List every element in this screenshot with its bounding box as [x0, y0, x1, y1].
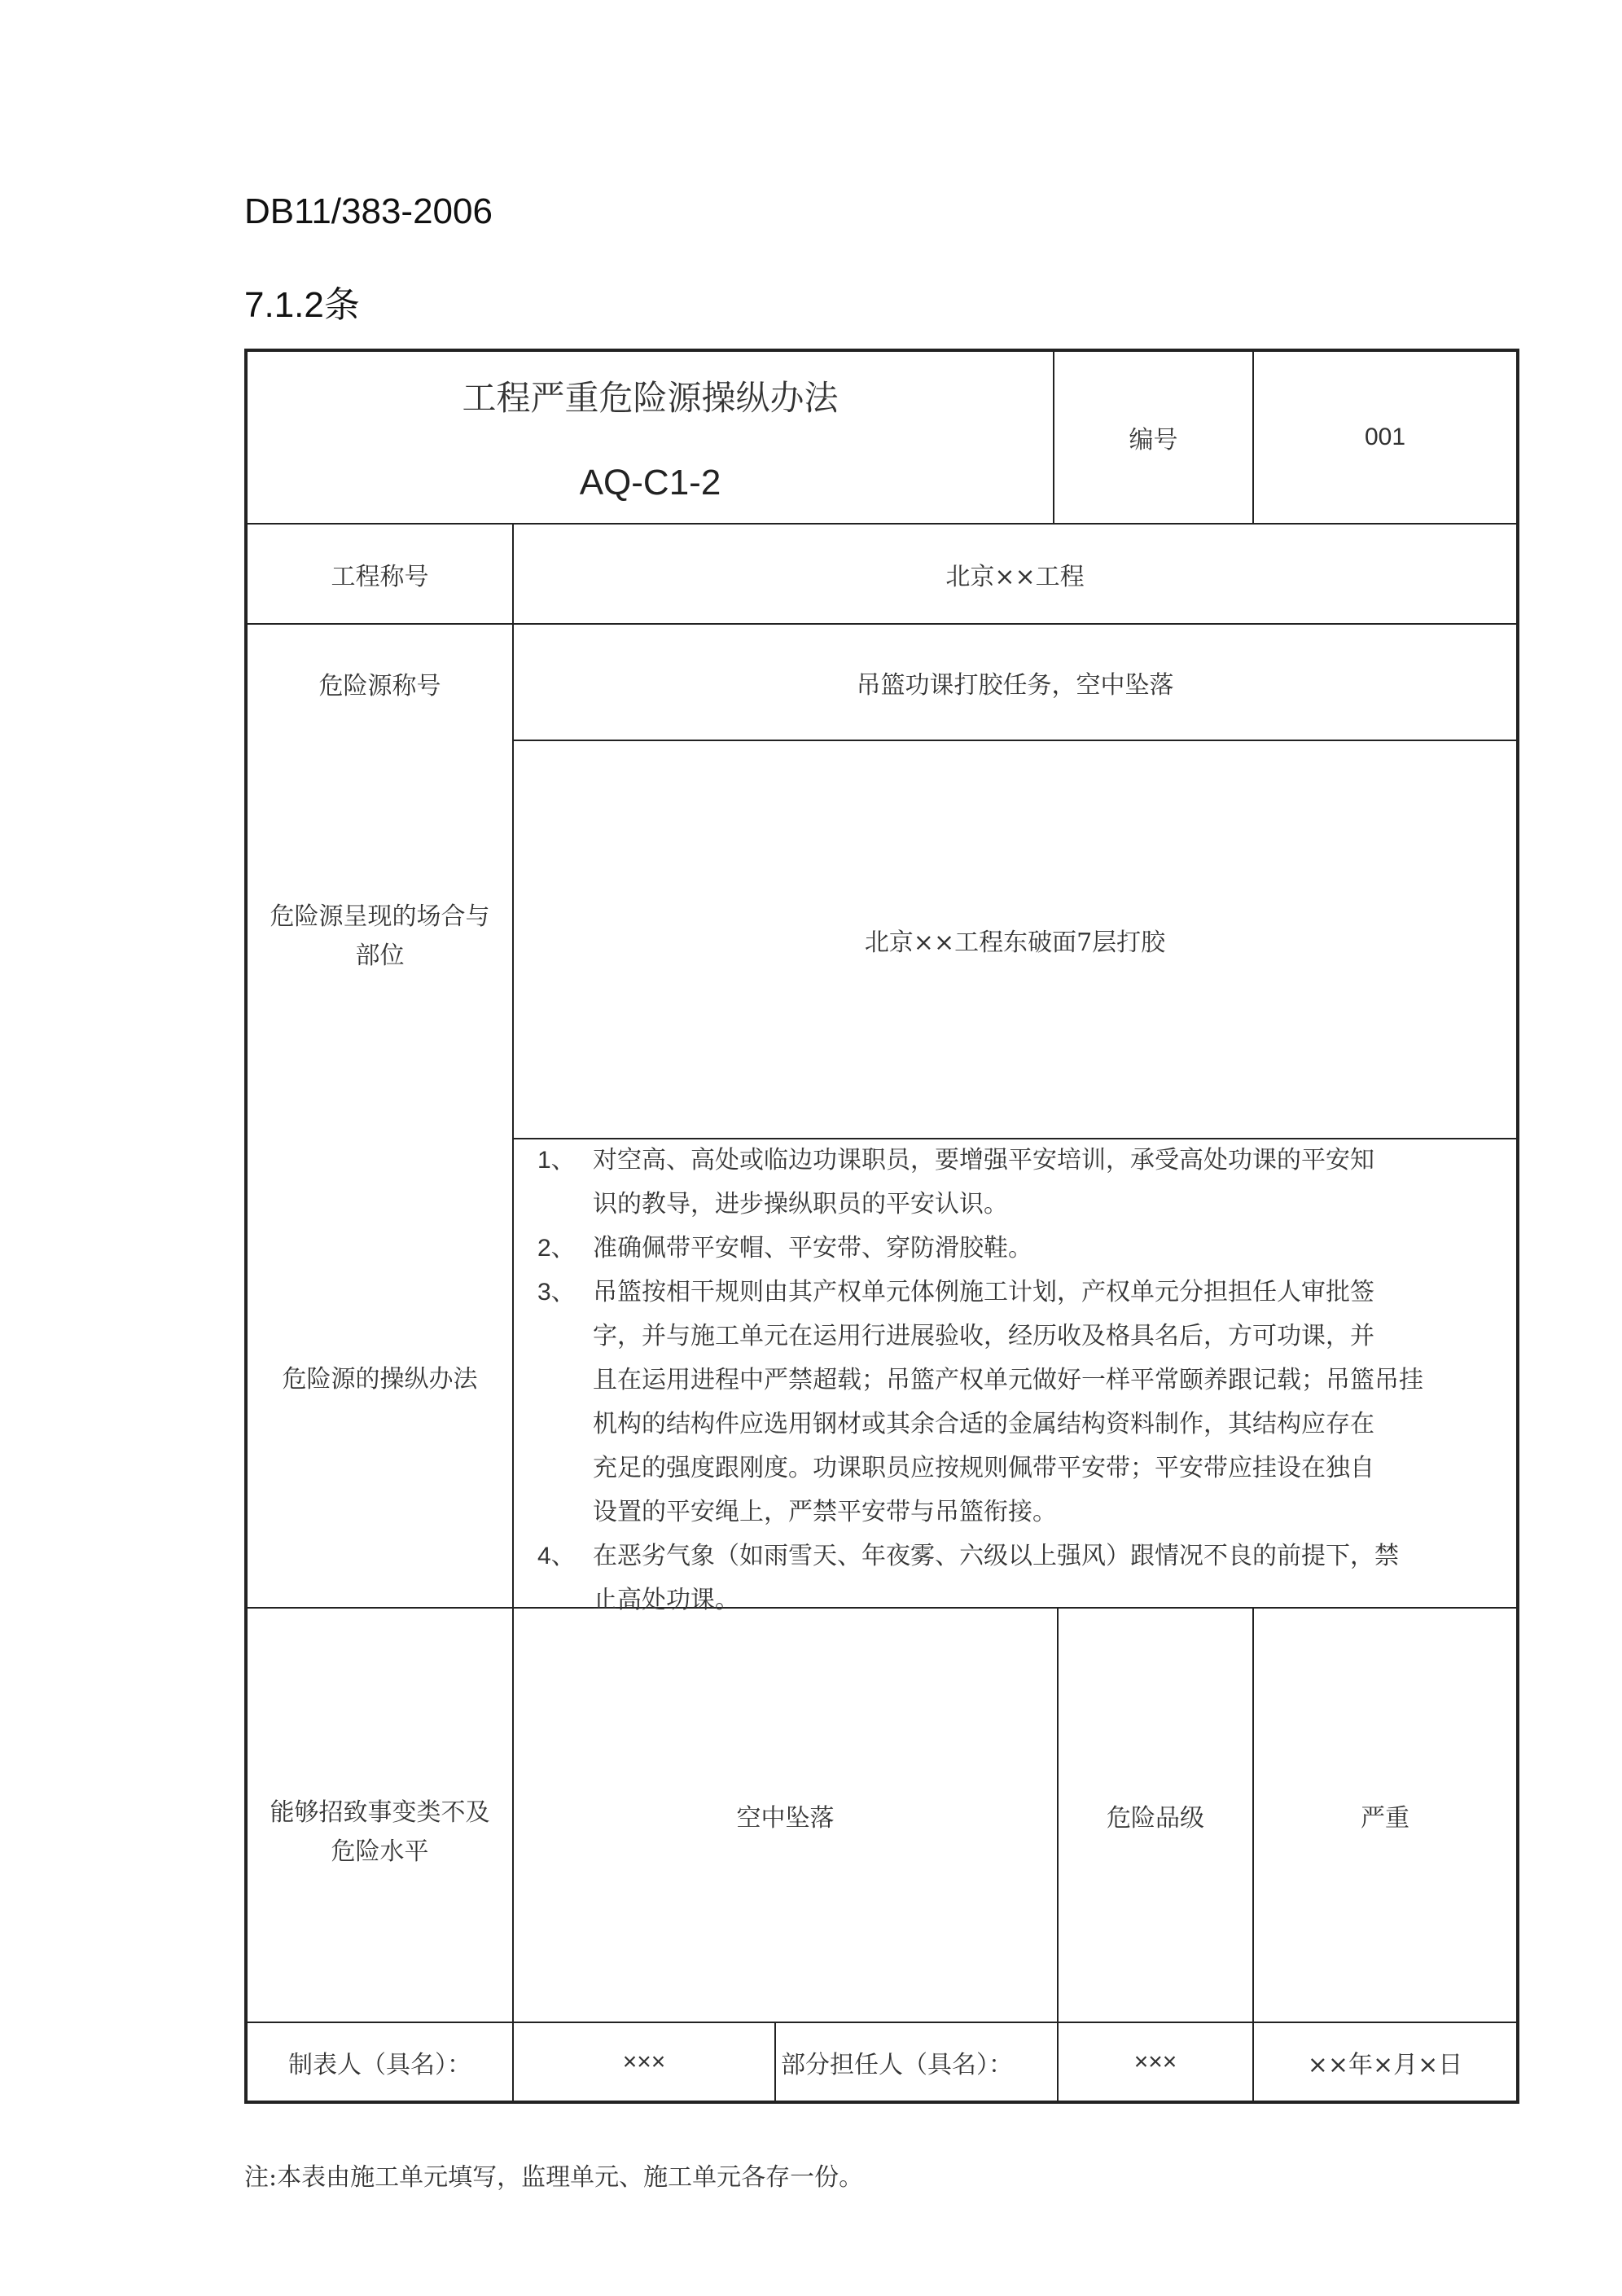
project-value: 北京××工程: [945, 562, 1085, 591]
location-value: 北京××工程东破面7层打胶: [864, 928, 1166, 957]
dept-head-value: ×××: [1133, 2048, 1177, 2075]
location-label: [248, 880, 512, 994]
standard-number: DB11/383-2006: [244, 191, 493, 231]
measure-line: 识的教导，进步操纵职员的平安认识。: [593, 1190, 1008, 1218]
clause-number: 7.1.2条: [244, 285, 360, 325]
preparer-label: 制表人（具名）：: [288, 2050, 471, 2079]
measure-number: 2、: [537, 1235, 576, 1262]
form-title-cell: [248, 352, 1053, 523]
measure-line: 对空高、高处或临边功课职员，要增强平安培训，承受高处功课的平安知: [593, 1146, 1374, 1174]
measures-list: [537, 1139, 1466, 1622]
number-label: 编号: [1129, 426, 1178, 454]
form-code: AQ-C1-2: [579, 463, 721, 503]
number-value: 001: [1364, 424, 1406, 450]
form-title: 工程严重危险源操纵办法: [462, 378, 839, 418]
hazard-name-value: 吊篮功课打胶任务，空中坠落: [856, 670, 1174, 700]
location-label-line1: 危险源呈现的场合与: [270, 902, 490, 931]
measure-line: 在恶劣气象（如雨雪天、年夜雾、六级以上强风）跟情况不良的前提下，禁: [593, 1542, 1399, 1570]
level-label: 危险品级: [1107, 1803, 1204, 1833]
measure-line: 充足的强度跟刚度。功课职员应按规则佩带平安带；平安带应挂设在独自: [593, 1454, 1374, 1482]
measure-number: 3、: [537, 1279, 576, 1306]
measure-number: 4、: [537, 1543, 576, 1569]
accident-value: 空中坠落: [736, 1803, 835, 1833]
measure-line: 准确佩带平安帽、平安带、穿防滑胶鞋。: [593, 1234, 1032, 1262]
accident-label-line1: 能够招致事变类不及: [270, 1798, 490, 1827]
accident-label-line2: 危险水平: [331, 1837, 429, 1866]
accident-label: [248, 1776, 512, 1890]
measure-number: 1、: [537, 1147, 576, 1174]
measures-label: 危险源的操纵办法: [282, 1365, 478, 1394]
measure-line: 止高处功课。: [593, 1586, 739, 1614]
project-label: 工程称号: [331, 562, 429, 591]
measure-line: 吊篮按相干规则由其产权单元体例施工计划，产权单元分担担任人审批签: [593, 1278, 1374, 1306]
measure-item: [537, 1139, 1466, 1227]
date-value: ××年×月×日: [1307, 2050, 1463, 2079]
measure-line: 机构的结构件应选用钢材或其余合适的金属结构资料制作，其结构应存在: [593, 1410, 1374, 1438]
measure-line: 且在运用进程中严禁超载；吊篮产权单元做好一样平常颐养跟记载；吊篮吊挂: [593, 1366, 1423, 1394]
preparer-value: ×××: [622, 2048, 666, 2075]
dept-head-label: 部分担任人（具名）：: [781, 2050, 1013, 2079]
measure-item: [537, 1271, 1466, 1534]
footnote: 注:本表由施工单元填写，监理单元、施工单元各存一份。: [244, 2163, 864, 2192]
measure-line: 字，并与施工单元在运用行进展验收，经历收及格具名后，方可功课，并: [593, 1322, 1374, 1350]
measure-line: 设置的平安绳上，严禁平安带与吊篮衔接。: [593, 1498, 1057, 1526]
level-value: 严重: [1361, 1803, 1409, 1833]
location-label-line2: 部位: [355, 942, 405, 970]
measure-item: [537, 1227, 1466, 1271]
hazard-name-label: 危险源称号: [318, 672, 441, 700]
